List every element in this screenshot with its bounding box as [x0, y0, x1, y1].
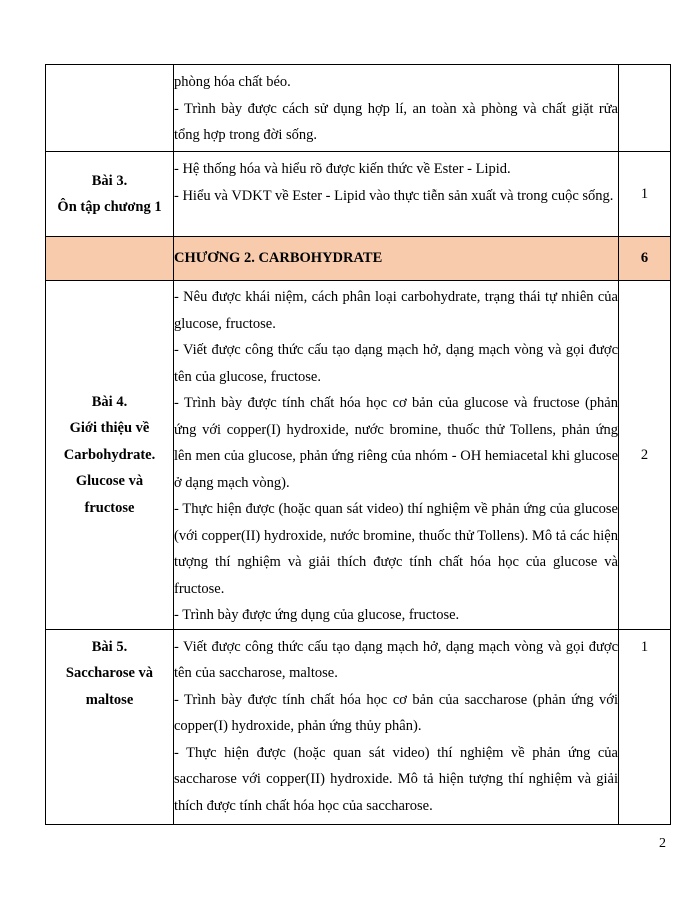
table-row: [46, 152, 671, 237]
content-line: - Trình bày được ứng dụng của glucose, fructose.: [174, 607, 460, 623]
table-row: [46, 281, 671, 630]
content-line: phòng hóa chất béo.: [174, 74, 291, 90]
curriculum-table: [45, 64, 671, 825]
content-line: - Nêu được khái niệm, cách phân loại carbohydrate, trạng thái tự nhiên của glucose, fructose.: [174, 289, 618, 332]
content-line: - Viết được công thức cấu tạo dạng mạch hở, dạng mạch vòng và gọi được tên của glucose, fructose.: [174, 342, 618, 385]
lesson-title: Giới thiệu về: [69, 420, 150, 436]
hours-cell: 1: [619, 152, 671, 237]
lesson-number: Bài 5.: [91, 638, 128, 655]
content-cell: [174, 629, 619, 824]
content-cell: [174, 281, 619, 630]
lesson-title: fructose: [84, 499, 135, 516]
hours-cell: 1: [619, 629, 671, 824]
content-line: - Trình bày được cách sử dụng hợp lí, an toàn xà phòng và chất giặt rửa tổng hợp trong đời sống.: [174, 100, 618, 143]
content-cell: [174, 65, 619, 152]
chapter-hours: 6: [619, 237, 671, 281]
lesson-title: Glucose và: [75, 473, 144, 489]
hours-cell: 2: [619, 281, 671, 630]
lesson-title: Ôn tập chương 1: [57, 199, 162, 215]
content-line: - Hệ thống hóa và hiểu rõ được kiến thức về Ester - Lipid.: [174, 161, 511, 177]
lesson-title: Saccharose và: [65, 665, 154, 681]
hours-cell: [619, 65, 671, 152]
lesson-cell: [46, 629, 174, 824]
lesson-title: Carbohydrate.: [63, 446, 156, 463]
chapter-blank-cell: [46, 237, 174, 281]
content-line: - Trình bày được tính chất hóa học cơ bản của saccharose (phản ứng với copper(I) hydroxide, phản ứng thủy phân).: [174, 691, 618, 734]
lesson-cell: [46, 65, 174, 152]
lesson-cell: [46, 152, 174, 237]
lesson-title: maltose: [85, 691, 134, 708]
table-row: [46, 629, 671, 824]
content-line: - Thực hiện được (hoặc quan sát video) thí nghiệm về phản ứng của saccharose với copper(II) hydroxide. Mô tả hiện tượng thí nghiệm và giải thích được tính chất hóa học của saccharose.: [174, 744, 618, 814]
lesson-number: Bài 3.: [91, 172, 128, 189]
lesson-number: Bài 4.: [91, 393, 128, 410]
chapter-row: [46, 237, 671, 281]
page-number: 2: [659, 836, 666, 851]
content-cell: [174, 152, 619, 237]
content-line: - Trình bày được tính chất hóa học cơ bản của glucose và fructose (phản ứng với copper(I) hydroxide, nước bromine, thuốc thử Tollens, phản ứng lên men của glucose, phản ứng riêng của nhóm - OH hemiacetal khi glucose ở dạng mạch vòng).: [174, 395, 618, 491]
content-line: - Hiểu và VDKT về Ester - Lipid vào thực tiễn sản xuất và trong cuộc sống.: [174, 187, 614, 204]
table-row: [46, 65, 671, 152]
chapter-title: CHƯƠNG 2. CARBOHYDRATE: [174, 237, 619, 281]
content-line: - Thực hiện được (hoặc quan sát video) thí nghiệm về phản ứng của glucose (với copper(II) hydroxide, nước bromine, thuốc thử Tollens). Mô tả các hiện tượng thí nghiệm và giải thích được tính chất hóa học của glucose và fructose.: [174, 501, 618, 597]
content-line: - Viết được công thức cấu tạo dạng mạch hở, dạng mạch vòng và gọi được tên của saccharose, maltose.: [174, 638, 618, 681]
lesson-cell: [46, 281, 174, 630]
